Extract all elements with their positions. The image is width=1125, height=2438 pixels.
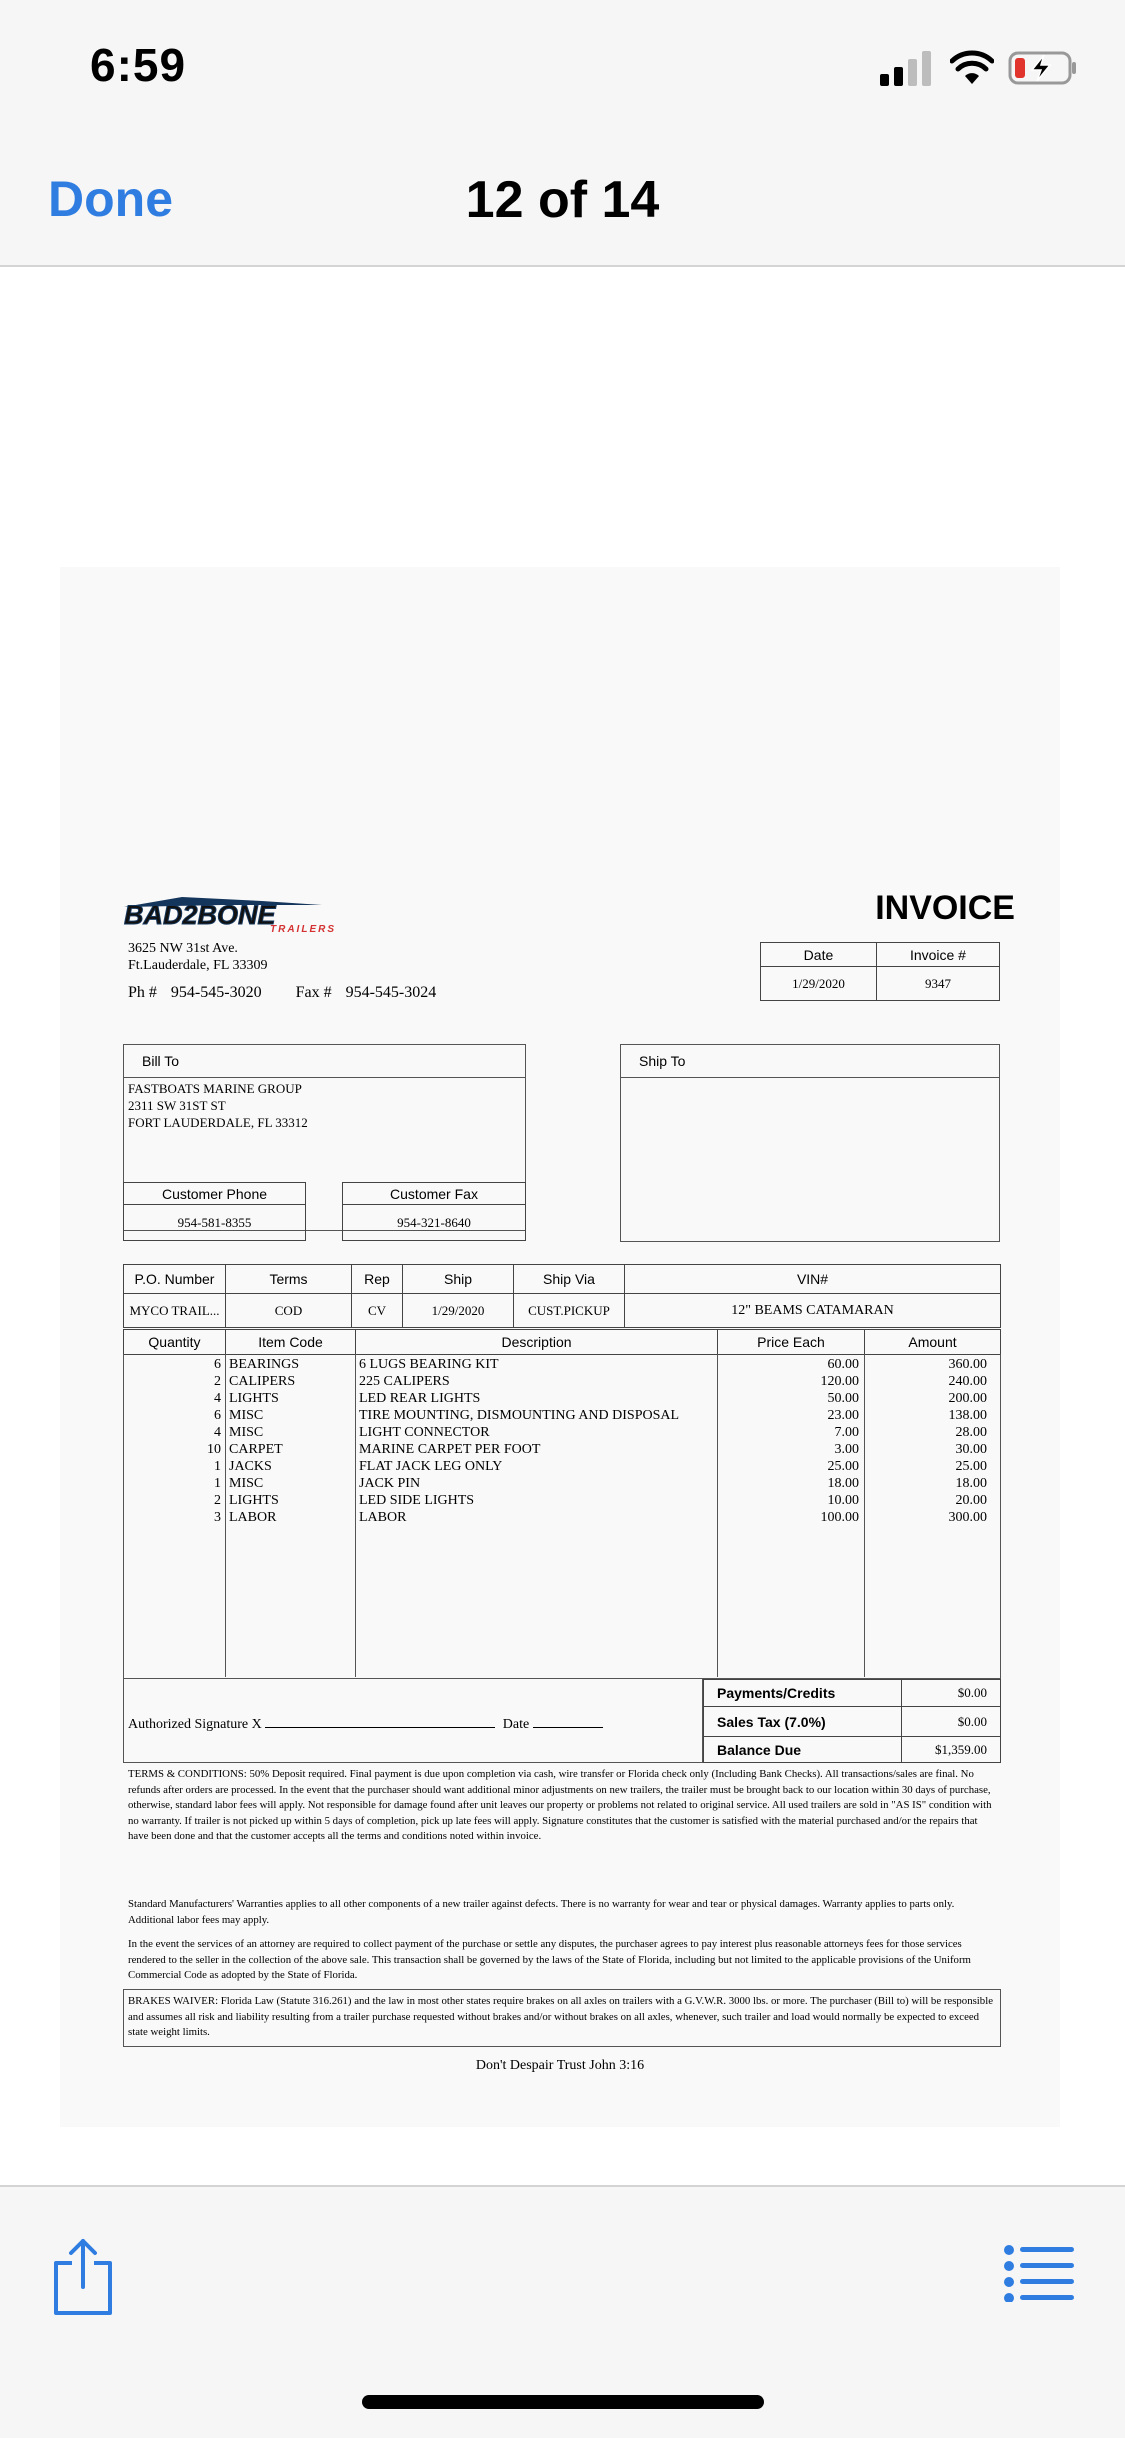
item-quantity: 6 [214,1408,221,1423]
item-amount: 18.00 [955,1476,987,1491]
item-quantity: 2 [214,1493,221,1508]
item-code-header: Item Code [226,1330,356,1355]
bill-to-line2: 2311 SW 31ST ST [128,1098,226,1113]
company-address [128,940,267,974]
order-info-table [123,1264,1001,1328]
customer-phone-label: Customer Phone [124,1183,306,1205]
item-code: CALIPERS [229,1374,296,1389]
item-code: LIGHTS [229,1493,279,1508]
customer-fax-label: Customer Fax [343,1183,526,1205]
terms-conditions: TERMS & CONDITIONS: 50% Deposit required. Final payment is due upon completion via cash, wire transfer or Florida check only (Including Bank Checks). All transactions/sales are final. No refunds after orders are processed. In the event that the purchaser should want additional minor adjustments on new trailers, the trailer must be brought back to our location within 30 days of purchase, otherwise, standard labor fees will apply. Not responsible for damage found after unit leaves our property or problems not related to original service. All used trailers are sold in "AS IS" condition with no warranty. If trailer is not picked up within 5 days of completion, pick up late fees will apply. Signature constitutes that the customer is satisfied with the material purchased and/or the repairs that have been done and that the customer accepts all the terms and conditions noted within invoice. [128,1768,992,1842]
item-code-column-text [226,1354,355,1526]
ship-via-header: Ship Via [514,1265,625,1294]
customer-phone-box [123,1182,306,1241]
item-description: LABOR [359,1510,407,1525]
quantity-column [124,1354,226,1677]
item-price: 100.00 [820,1510,859,1525]
authorized-signature-line [128,1717,603,1733]
brakes-waiver: BRAKES WAIVER: Florida Law (Statute 316.261) and the law in most other states require brakes on all axles on trailers with a G.V.W.R. 3000 lbs. or more. The purchaser (Bill to) will be responsible and assumes all risk and liability resulting from a trailer purchase requested without brakes and/or without brakes on all axles, whenever, such trailer and load would normally be expected to exceed state weight limits. [123,1989,1001,2047]
company-phone-line [128,984,436,1002]
item-price: 23.00 [827,1408,859,1423]
quantity-column-text [124,1354,225,1526]
sales-tax-value: $0.00 [902,1707,1001,1737]
customer-fax: 954-321-8640 [343,1205,526,1241]
date-label: Date [761,943,877,967]
share-icon[interactable] [50,2237,116,2317]
price-each-column-text [718,1354,864,1526]
amount-column [865,1354,1000,1677]
description-column-text [356,1354,717,1526]
item-amount: 240.00 [948,1374,987,1389]
item-quantity: 10 [207,1442,221,1457]
item-quantity: 1 [214,1459,221,1474]
document-viewer[interactable] [0,267,1125,2185]
invoice-page [60,567,1060,2127]
item-amount: 300.00 [948,1510,987,1525]
price-each-column [718,1354,865,1677]
item-description: 225 CALIPERS [359,1374,450,1389]
item-quantity: 2 [214,1374,221,1389]
list-icon[interactable] [1004,2242,1074,2302]
company-logo-subtext: TRAILERS [270,924,336,933]
price-each-header: Price Each [718,1330,865,1355]
payments-credits-value: $0.00 [902,1680,1001,1707]
item-code: JACKS [229,1459,272,1474]
invoice-footer: Don't Despair Trust John 3:16 [475,2058,645,2073]
company-fax: 954-545-3024 [345,984,437,1001]
item-header-row [123,1329,1001,1355]
item-description: FLAT JACK LEG ONLY [359,1459,503,1474]
status-time: 6:59 [90,39,187,91]
item-quantity: 4 [214,1391,221,1406]
wifi-icon [950,50,994,86]
totals-table [703,1679,1001,1763]
item-amount: 200.00 [948,1391,987,1406]
company-phone: 954-545-3020 [170,984,262,1001]
item-price: 18.00 [827,1476,859,1491]
item-code: BEARINGS [229,1357,300,1372]
description-header: Description [356,1330,718,1355]
ship-to-label: Ship To [621,1045,999,1078]
sales-tax-label: Sales Tax (7.0%) [704,1707,902,1737]
line-items-table [123,1354,1001,1679]
item-amount: 20.00 [955,1493,987,1508]
terms-header: Terms [226,1265,352,1294]
item-quantity: 1 [214,1476,221,1491]
item-description: JACK PIN [359,1476,421,1491]
po-number: MYCO TRAIL... [124,1294,226,1328]
item-price: 120.00 [820,1374,859,1389]
customer-phone: 954-581-8355 [124,1205,306,1241]
fax-label: Fax # [295,984,332,1001]
amount-column-text [865,1354,1000,1526]
warranty-text: Standard Manufacturers' Warranties applies to all other components of a new trailer against defects. There is no warranty for wear and tear or physical damages. Warranty applies to parts only. Additional labor fees may apply. [128,1898,955,1926]
invoice-number-label: Invoice # [876,943,999,967]
invoice-number: 9347 [876,967,999,1001]
item-amount: 30.00 [955,1442,987,1457]
item-description: MARINE CARPET PER FOOT [359,1442,541,1457]
cellular-signal-icon [880,50,934,86]
po-number-header: P.O. Number [124,1265,226,1294]
item-price: 50.00 [827,1391,859,1406]
attorney-text: In the event the services of an attorney are required to collect payment of the purchase or settle any disputes, the purchaser agrees to pay interest plus reasonable attorneys fees for those services rendered to the seller in the collection of the above sale. This transaction shall be governed by the laws of the State of Florida, including but not limited to the applicable provisions of the Uniform Commercial Code as adopted by the State of Florida. [128,1938,971,1981]
company-address-line2: Ft.Lauderdale, FL 33309 [128,958,268,973]
item-code: LIGHTS [229,1391,279,1406]
home-indicator [362,2395,764,2409]
amount-header: Amount [865,1330,1001,1355]
balance-due-label: Balance Due [704,1737,902,1763]
battery-charging-icon [1008,50,1078,86]
item-amount: 138.00 [948,1408,987,1423]
item-quantity: 3 [214,1510,221,1525]
item-description: LED SIDE LIGHTS [359,1493,475,1508]
item-description: 6 LUGS BEARING KIT [359,1357,499,1372]
item-code: CARPET [229,1442,283,1457]
item-code-column [226,1354,356,1677]
item-price: 7.00 [834,1425,859,1440]
ship-header: Ship [403,1265,514,1294]
item-amount: 28.00 [955,1425,987,1440]
item-code: MISC [229,1408,264,1423]
item-description: TIRE MOUNTING, DISMOUNTING AND DISPOSAL [359,1408,680,1423]
item-amount: 360.00 [948,1357,987,1372]
vin-header: VIN# [625,1265,1001,1294]
item-code: MISC [229,1476,264,1491]
status-bar [0,0,1125,130]
bill-to-address [124,1078,525,1133]
bill-to-label: Bill To [124,1045,525,1078]
terms-value: COD [226,1294,352,1328]
company-logo-text: BAD2BONE [124,900,276,930]
item-description: LED REAR LIGHTS [359,1391,481,1406]
rep-header: Rep [352,1265,403,1294]
bill-to-line1: FASTBOATS MARINE GROUP [128,1081,302,1096]
item-price: 25.00 [827,1459,859,1474]
company-logo [122,893,382,933]
description-column [356,1354,718,1677]
ship-to-box [620,1044,1000,1242]
done-button[interactable]: Done [48,171,173,227]
item-price: 10.00 [827,1493,859,1508]
item-description: LIGHT CONNECTOR [359,1425,490,1440]
item-code: LABOR [229,1510,277,1525]
item-quantity: 4 [214,1425,221,1440]
bill-to-line3: FORT LAUDERDALE, FL 33312 [128,1115,308,1130]
item-quantity: 6 [214,1357,221,1372]
viewer-nav-bar [0,130,1125,267]
item-amount: 25.00 [955,1459,987,1474]
ship-via-value: CUST.PICKUP [514,1294,625,1328]
invoice-title: INVOICE [875,889,1015,927]
customer-fax-box [342,1182,526,1241]
quantity-header: Quantity [124,1330,226,1355]
signature-label: Authorized Signature X [128,1717,262,1732]
invoice-date: 1/29/2020 [761,967,877,1001]
ship-date: 1/29/2020 [403,1294,514,1328]
signature-date-label: Date [502,1717,530,1732]
vin-value: 12" BEAMS CATAMARAN [625,1294,1001,1328]
balance-due-value: $1,359.00 [902,1737,1001,1763]
page-counter: 12 of 14 [465,171,660,229]
company-address-line1: 3625 NW 31st Ave. [128,941,238,956]
item-price: 3.00 [834,1442,859,1457]
phone-label: Ph # [128,984,157,1001]
item-price: 60.00 [827,1357,859,1372]
signature-area [123,1679,703,1763]
item-code: MISC [229,1425,264,1440]
date-invoice-table [760,942,1000,1001]
payments-credits-label: Payments/Credits [704,1680,902,1707]
rep-value: CV [352,1294,403,1328]
